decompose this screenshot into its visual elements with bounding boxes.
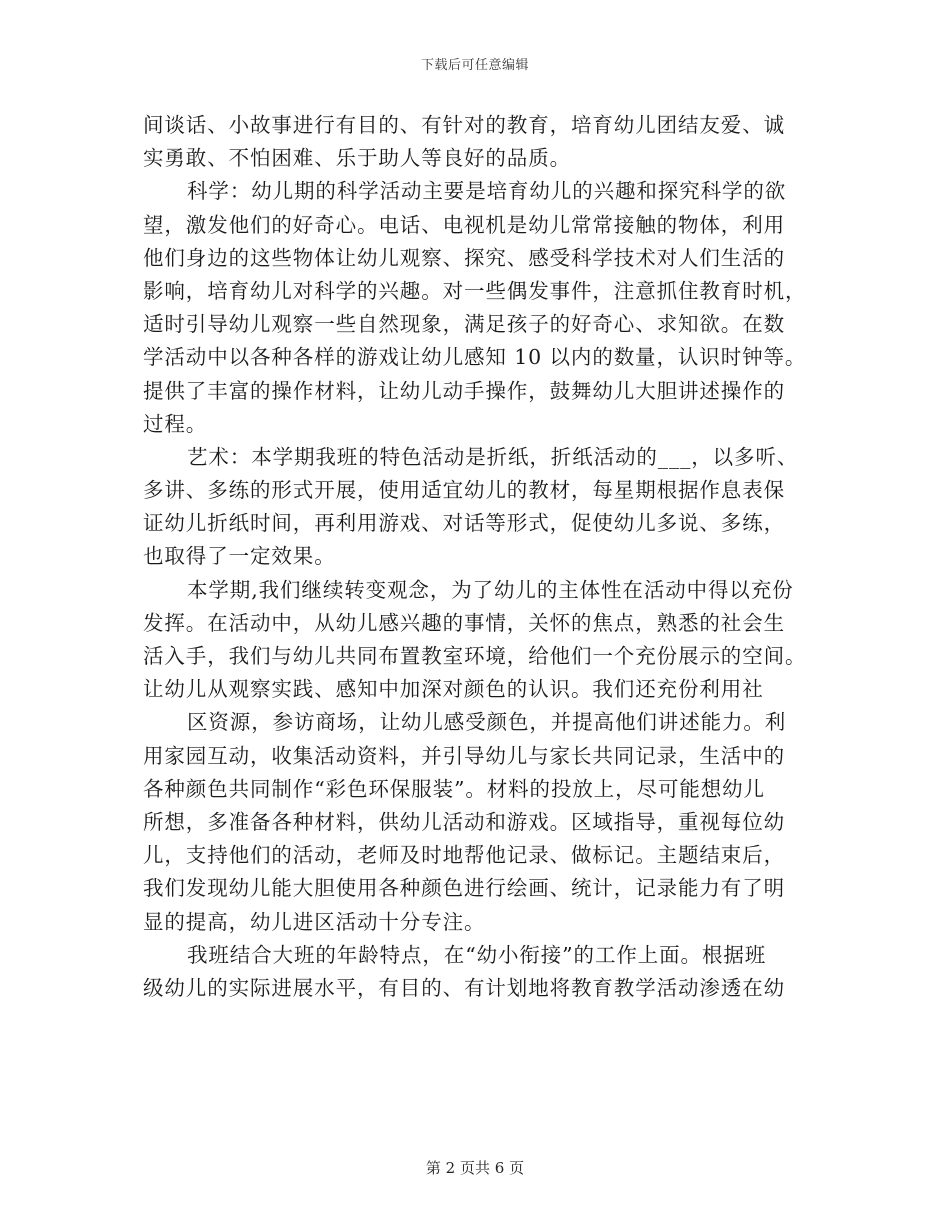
- text-line: 本学期,我们继续转变观念，为了幼儿的主体性在活动中得以充份: [187, 577, 794, 602]
- text-line: 级幼儿的实际进展水平，有目的、有计划地将教育教学活动渗透在幼: [143, 975, 785, 1000]
- page-number: 第 2 页共 6 页: [425, 1159, 525, 1177]
- text-line: 学活动中以各种各样的游戏让幼儿感知 10 以内的数量，认识时钟等。: [143, 345, 807, 370]
- text-line: 过程。: [143, 411, 208, 436]
- text-line: 我们发现幼儿能大胆使用各种颜色进行绘画、统计，记录能力有了明: [143, 876, 785, 901]
- text-line: 所想，多准备各种材料，供幼儿活动和游戏。区域指导，重视每位幼: [143, 809, 785, 834]
- text-line: 区资源，参访商场，让幼儿感受颜色，并提高他们讲述能力。利: [187, 710, 787, 735]
- text-line: 实勇敢、不怕困难、乐于助人等良好的品质。: [143, 146, 571, 171]
- text-line: 他们身边的这些物体让幼儿观察、探究、感受科学技术对人们生活的: [143, 245, 785, 270]
- text-line: 多讲、多练的形式开展，使用适宜幼儿的教材，每星期根据作息表保: [143, 478, 785, 503]
- text-line: 也取得了一定效果。: [143, 544, 336, 569]
- text-line: 科学：幼儿期的科学活动主要是培育幼儿的兴趣和探究科学的欲: [187, 179, 787, 204]
- text-line: 证幼儿折纸时间，再利用游戏、对话等形式，促使幼儿多说、多练，: [143, 511, 785, 536]
- text-line: 用家园互动，收集活动资料，并引导幼儿与家长共同记录，生活中的: [143, 743, 785, 768]
- page-header: 下载后可任意编辑: [420, 58, 529, 73]
- text-line: 间谈话、小故事进行有目的、有针对的教育，培育幼儿团结友爱、诚: [143, 113, 785, 137]
- document-body: [143, 109, 807, 1005]
- text-line: 活入手，我们与幼儿共同布置教室环境，给他们一个充份展示的空间。: [143, 644, 807, 668]
- text-line: 提供了丰富的操作材料，让幼儿动手操作，鼓舞幼儿大胆讲述操作的: [143, 378, 785, 403]
- text-line: 影响，培育幼儿对科学的兴趣。对一些偶发事件，注意抓住教育时机，: [143, 278, 807, 303]
- text-line: 儿，支持他们的活动，老师及时地帮他记录、做标记。主题结束后，: [143, 843, 785, 868]
- text-line: 发挥。在活动中，从幼儿感兴趣的事情，关怀的焦点，熟悉的社会生: [143, 610, 785, 635]
- text-line: 艺术：本学期我班的特色活动是折纸，折纸活动的___，以多听、: [187, 444, 799, 469]
- text-line: 适时引导幼儿观察一些自然现象，满足孩子的好奇心、求知欲。在数: [143, 312, 785, 337]
- text-line: 望，激发他们的好奇心。电话、电视机是幼儿常常接触的物体，利用: [143, 212, 785, 237]
- text-line: 显的提高，幼儿进区活动十分专注。: [143, 909, 486, 934]
- text-line: 我班结合大班的年龄特点，在“幼小衔接”的工作上面。根据班: [187, 942, 767, 967]
- text-line: 各种颜色共同制作“彩色环保服装”。材料的投放上，尽可能想幼儿: [143, 776, 765, 801]
- text-line: 让幼儿从观察实践、感知中加深对颜色的认识。我们还充份利用社: [143, 677, 764, 702]
